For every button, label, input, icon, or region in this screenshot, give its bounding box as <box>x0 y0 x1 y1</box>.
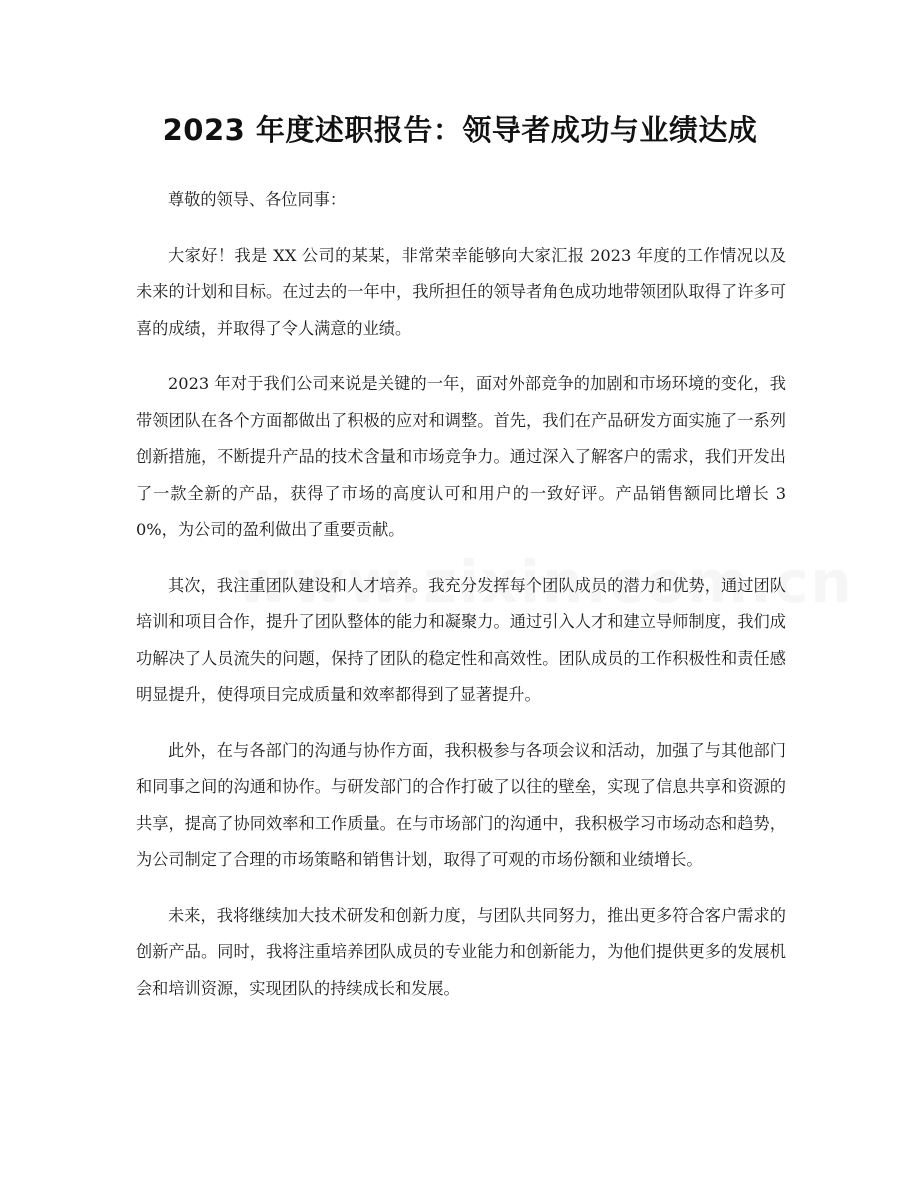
document-title: 2023 年度述职报告：领导者成功与业绩达成 <box>162 113 758 147</box>
salutation-paragraph: 尊敬的领导、各位同事： <box>168 190 347 209</box>
future-plans-paragraph: 未来，我将继续加大技术研发和创新力度，与团队共同努力，推出更多符合客户需求的创新产品。同时，我将注重培养团队成员的专业能力和创新能力，为他们提供更多的发展机会和培训资源，实现团队的持续成长和发展。 <box>136 905 786 998</box>
achievements-paragraph: 2023 年对于我们公司来说是关键的一年，面对外部竞争的加剧和市场环境的变化，我带领团队在各个方面都做出了积极的应对和调整。首先，我们在产品研发方面实施了一系列创新措施，不断提升产品的技术含量和市场竞争力。通过深入了解客户的需求，我们开发出了一款全新的产品，获得了市场的高度认可和用户的一致好评。产品销售额同比增长 30%，为公司的盈利做出了重要贡献。 <box>136 374 786 539</box>
collaboration-paragraph: 此外，在与各部门的沟通与协作方面，我积极参与各项会议和活动，加强了与其他部门和同事之间的沟通和协作。与研发部门的合作打破了以往的壁垒，实现了信息共享和资源的共享，提高了协同效率和工作质量。在与市场部门的沟通中，我积极学习市场动态和趋势，为公司制定了合理的市场策略和销售计划，取得了可观的市场份额和业绩增长。 <box>136 740 786 869</box>
intro-paragraph: 大家好！我是 XX 公司的某某，非常荣幸能够向大家汇报 2023 年度的工作情况以及未来的计划和目标。在过去的一年中，我所担任的领导者角色成功地带领团队取得了许多可喜的成绩，并取得了令人满意的业绩。 <box>136 245 786 338</box>
team-building-paragraph: 其次，我注重团队建设和人才培养。我充分发挥每个团队成员的潜力和优势，通过团队培训和项目合作，提升了团队整体的能力和凝聚力。通过引入人才和建立导师制度，我们成功解决了人员流失的问题，保持了团队的稳定性和高效性。团队成员的工作积极性和责任感明显提升，使得项目完成质量和效率都得到了显著提升。 <box>136 575 786 704</box>
document-body <box>136 182 786 1026</box>
